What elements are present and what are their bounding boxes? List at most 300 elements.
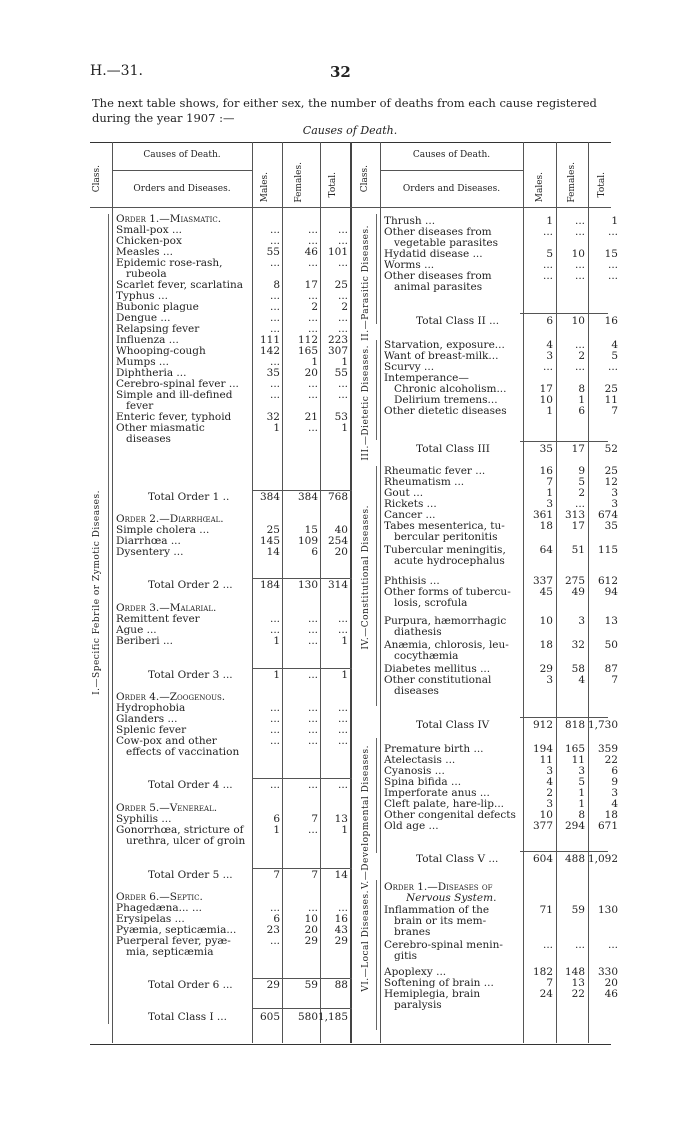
females-value: ... — [574, 226, 585, 238]
total-row — [112, 979, 348, 991]
total-value: 43 — [334, 924, 348, 936]
females-value: 21 — [304, 411, 318, 423]
cause-name: Scurvy ... — [384, 362, 435, 373]
total-value: 115 — [597, 544, 618, 556]
males-value: 17 — [539, 383, 553, 395]
cause-name: Erysipelas ... — [116, 914, 185, 925]
table-row — [112, 246, 348, 258]
females-value: 20 — [304, 924, 318, 936]
cause-name: Other forms of tubercu- — [384, 587, 511, 598]
males-value: ... — [269, 389, 280, 401]
cause-name: Total Class I ... — [148, 1012, 227, 1023]
class-label-3: III.—Dietetic Diseases. — [361, 345, 371, 461]
males-value: ... — [269, 257, 280, 269]
total-value: 13 — [604, 615, 618, 627]
class-brace — [376, 214, 377, 324]
males-value: 3 — [546, 498, 553, 510]
females-value: ... — [307, 312, 318, 324]
females-value: ... — [574, 270, 585, 282]
males-value: ... — [269, 779, 280, 791]
females-value: 6 — [578, 405, 585, 417]
table-row — [112, 312, 348, 324]
total-value: 18 — [604, 809, 618, 821]
class-label-5: V.—Developmental Diseases. — [361, 745, 371, 890]
order-heading — [380, 893, 611, 904]
total-value: 307 — [327, 345, 348, 357]
table-row — [380, 686, 611, 697]
cause-name: Total Order 3 ... — [148, 670, 233, 681]
females-value: 2 — [311, 301, 318, 313]
table-row — [380, 383, 618, 395]
header-total-2: Total. — [597, 172, 607, 198]
females-value: 1 — [578, 787, 585, 799]
males-value: 184 — [259, 579, 280, 591]
total-rule — [252, 778, 352, 779]
males-value: 1 — [546, 405, 553, 417]
table-row — [380, 939, 618, 951]
total-row — [380, 315, 618, 327]
males-value: 384 — [259, 491, 280, 503]
class-label-1: I.—Specific Febrile or Zymotic Diseases. — [92, 490, 102, 695]
table-row — [380, 556, 611, 567]
females-value: 17 — [304, 279, 318, 291]
cause-name: Want of breast-milk... — [384, 351, 499, 362]
females-value: 5 — [578, 776, 585, 788]
header-causes-2: Causes of Death. — [412, 150, 491, 160]
header-orders-2: Orders and Diseases. — [402, 184, 501, 194]
table-row — [112, 434, 320, 445]
males-value: ... — [269, 724, 280, 736]
total-value: 768 — [327, 491, 348, 503]
males-value: 35 — [266, 367, 280, 379]
cause-name: gitis — [394, 951, 418, 962]
cause-name: Other congenital defects — [384, 810, 516, 821]
total-value: ... — [607, 361, 618, 373]
cause-name: diathesis — [394, 627, 442, 638]
table-row — [112, 724, 348, 736]
females-value: 1 — [578, 798, 585, 810]
cause-name: Softening of brain ... — [384, 978, 494, 989]
cause-name: Relapsing fever — [116, 324, 200, 335]
males-value: 182 — [532, 966, 553, 978]
cause-name: Total Class V ... — [416, 854, 499, 865]
cause-name: Spina bifida ... — [384, 777, 462, 788]
females-value: ... — [307, 624, 318, 636]
females-value: 58 — [571, 663, 585, 675]
males-value: 55 — [266, 246, 280, 258]
females-value: 148 — [564, 966, 585, 978]
females-value: 109 — [297, 535, 318, 547]
table-row — [380, 405, 618, 417]
table-row — [112, 535, 348, 547]
total-row — [112, 1011, 348, 1023]
order-heading — [380, 882, 611, 893]
males-value: 8 — [273, 279, 280, 291]
cause-name: Order 4.—Zoogenous. — [116, 692, 226, 703]
females-value: 5 — [578, 476, 585, 488]
cause-name: paralysis — [394, 1000, 442, 1011]
females-value: 10 — [571, 248, 585, 260]
table-row — [380, 927, 611, 938]
females-value: ... — [574, 215, 585, 227]
total-value: 25 — [604, 465, 618, 477]
cause-name: Cyanosis ... — [384, 766, 445, 777]
females-value: 9 — [578, 465, 585, 477]
cause-name: Phthisis ... — [384, 576, 440, 587]
females-value: 1 — [578, 394, 585, 406]
males-value: ... — [269, 290, 280, 302]
table-row — [112, 747, 320, 758]
header-class: Class. — [92, 165, 102, 193]
table-row — [112, 323, 348, 335]
males-value: ... — [269, 356, 280, 368]
total-value: ... — [337, 702, 348, 714]
table-row — [112, 378, 348, 390]
table-row — [380, 598, 611, 609]
males-value: ... — [269, 735, 280, 747]
males-value: 2 — [546, 787, 553, 799]
total-value: 612 — [597, 575, 618, 587]
cause-name: Cancer ... — [384, 510, 436, 521]
cause-name: Hydrophobia — [116, 703, 186, 714]
table-row — [112, 235, 348, 247]
class-label-2: II.—Parasitic Diseases. — [361, 225, 371, 341]
total-value: ... — [337, 224, 348, 236]
table-row — [112, 813, 348, 825]
table-row — [380, 776, 618, 788]
males-value: 145 — [259, 535, 280, 547]
total-value: 1 — [341, 635, 348, 647]
total-value: 87 — [604, 663, 618, 675]
females-value: 7 — [311, 813, 318, 825]
males-value: 194 — [532, 743, 553, 755]
cause-name: Order 1.—Miasmatic. — [116, 214, 222, 225]
cause-name: Apoplexy ... — [384, 967, 447, 978]
females-value: 17 — [571, 443, 585, 455]
females-value: ... — [307, 713, 318, 725]
total-value: 14 — [334, 869, 348, 881]
cause-name: Simple cholera ... — [116, 525, 210, 536]
males-value: 25 — [266, 524, 280, 536]
cause-name: Dysentery ... — [116, 547, 184, 558]
males-value: 1 — [546, 487, 553, 499]
table-row — [112, 334, 348, 346]
females-value: 6 — [311, 546, 318, 558]
males-value: 29 — [539, 663, 553, 675]
cause-name: Other constitutional — [384, 675, 492, 686]
males-value: 14 — [266, 546, 280, 558]
total-value: ... — [337, 779, 348, 791]
table-row — [112, 824, 348, 836]
total-value: 1 — [341, 422, 348, 434]
total-value: 3 — [611, 787, 618, 799]
cause-name: Order 2.—Diarrhœal. — [116, 514, 224, 525]
cause-name: Order 1.—Diseases of — [384, 882, 493, 893]
table-row — [112, 367, 348, 379]
cause-name: Splenic fever — [116, 725, 187, 736]
cause-name: diseases — [394, 686, 439, 697]
total-value: 9 — [611, 776, 618, 788]
females-value: 11 — [571, 754, 585, 766]
males-value: ... — [269, 378, 280, 390]
cause-name: Hydatid disease ... — [384, 249, 483, 260]
order-heading — [112, 603, 320, 614]
table-row — [112, 713, 348, 725]
cause-name: Intemperance— — [384, 373, 469, 384]
males-value: ... — [269, 702, 280, 714]
header-rule — [112, 170, 252, 171]
males-value: 7 — [546, 476, 553, 488]
females-value: 59 — [571, 904, 585, 916]
females-value: ... — [307, 669, 318, 681]
cause-name: Hemiplegia, brain — [384, 989, 481, 1000]
total-row — [380, 443, 618, 455]
order-heading — [112, 892, 320, 903]
cause-name: vegetable parasites — [394, 238, 499, 249]
females-value: 112 — [297, 334, 318, 346]
cause-name: Typhus ... — [116, 291, 168, 302]
females-value: ... — [574, 361, 585, 373]
total-value: 16 — [604, 315, 618, 327]
males-value: 1 — [273, 422, 280, 434]
table-row — [112, 935, 348, 947]
males-value: ... — [269, 301, 280, 313]
males-value: 45 — [539, 586, 553, 598]
table-row — [112, 224, 348, 236]
total-value: 101 — [327, 246, 348, 258]
table-row — [112, 947, 320, 958]
total-value: 12 — [604, 476, 618, 488]
class-brace — [108, 214, 109, 1024]
table-row — [380, 651, 611, 662]
cause-name: Order 3.—Malarial. — [116, 603, 217, 614]
females-value: ... — [307, 290, 318, 302]
cause-name: Ague ... — [116, 625, 157, 636]
males-value: 142 — [259, 345, 280, 357]
header-orders: Orders and Diseases. — [133, 184, 231, 194]
total-row — [112, 669, 348, 681]
table-row — [380, 988, 618, 1000]
males-value: 1 — [273, 669, 280, 681]
cause-name: Remittent fever — [116, 614, 200, 625]
total-value: ... — [337, 724, 348, 736]
cause-name: Influenza ... — [116, 335, 179, 346]
order-heading — [112, 692, 320, 703]
table-row — [380, 532, 611, 543]
females-value: ... — [307, 635, 318, 647]
total-value: ... — [337, 624, 348, 636]
total-value: 1,092 — [587, 853, 618, 865]
cause-name: Total Order 5 ... — [148, 870, 233, 881]
females-value: 10 — [571, 315, 585, 327]
cause-name: Phagedæna... ... — [116, 903, 202, 914]
females-value: 275 — [564, 575, 585, 587]
males-value: ... — [542, 939, 553, 951]
females-value: 3 — [578, 615, 585, 627]
table-row — [380, 798, 618, 810]
cause-name: Purpura, hæmorrhagic — [384, 616, 507, 627]
total-value: 94 — [604, 586, 618, 598]
cause-name: Total Class II ... — [416, 316, 500, 327]
males-value: 3 — [546, 350, 553, 362]
cause-name: Cleft palate, hare-lip... — [384, 799, 505, 810]
total-rule — [520, 717, 608, 718]
table-row — [380, 765, 618, 777]
cause-name: Other dietetic diseases — [384, 406, 507, 417]
females-value: ... — [307, 902, 318, 914]
cause-name: Thrush ... — [384, 216, 436, 227]
table-row — [380, 270, 618, 282]
total-rule — [520, 851, 608, 852]
females-value: ... — [307, 613, 318, 625]
females-value: 7 — [311, 869, 318, 881]
page-ref: H.—31. — [90, 63, 143, 79]
total-value: 53 — [334, 411, 348, 423]
total-value: ... — [607, 270, 618, 282]
males-value: 18 — [539, 520, 553, 532]
males-value: 35 — [539, 443, 553, 455]
total-value: ... — [337, 389, 348, 401]
table-row — [112, 902, 348, 914]
males-value: 1 — [273, 635, 280, 647]
table-row — [380, 820, 618, 832]
table-row — [380, 520, 618, 532]
total-value: 674 — [597, 509, 618, 521]
females-value: 580 — [297, 1011, 318, 1023]
header-males: Males. — [260, 172, 270, 203]
males-value: 7 — [273, 869, 280, 881]
cause-name: Mumps ... — [116, 357, 169, 368]
males-value: 6 — [546, 315, 553, 327]
table-row — [380, 674, 618, 686]
males-value: ... — [269, 935, 280, 947]
table-row — [112, 524, 348, 536]
males-value: ... — [269, 235, 280, 247]
table-row — [380, 615, 618, 627]
cause-name: Chicken-pox — [116, 236, 182, 247]
table-row — [112, 279, 348, 291]
table-row — [380, 639, 618, 651]
cause-name: Order 5.—Venereal. — [116, 803, 218, 814]
cause-name: branes — [394, 927, 431, 938]
header-males-2: Males. — [535, 172, 545, 203]
cause-name: Diphtheria ... — [116, 368, 187, 379]
table-row — [112, 411, 348, 423]
page-number: 32 — [330, 63, 351, 81]
table-row — [380, 226, 618, 238]
males-value: 912 — [532, 719, 553, 731]
cause-name: Nervous System. — [406, 893, 497, 904]
males-value: 6 — [273, 813, 280, 825]
males-value: 5 — [546, 248, 553, 260]
cause-name: Rheumatism ... — [384, 477, 465, 488]
table-row — [112, 290, 348, 302]
females-value: ... — [307, 378, 318, 390]
total-value: 1,185 — [317, 1011, 348, 1023]
order-heading — [112, 803, 320, 814]
males-value: 7 — [546, 977, 553, 989]
table-row — [112, 389, 348, 401]
females-value: ... — [307, 422, 318, 434]
cause-name: Enteric fever, typhoid — [116, 412, 232, 423]
cause-name: Gout ... — [384, 488, 424, 499]
females-value: 13 — [571, 977, 585, 989]
total-value: 2 — [341, 301, 348, 313]
total-rule — [520, 313, 608, 314]
females-value: 8 — [578, 383, 585, 395]
col-rule — [350, 142, 352, 1043]
table-row — [112, 356, 348, 368]
table-row — [380, 361, 618, 373]
total-value: 46 — [604, 988, 618, 1000]
males-value: 24 — [539, 988, 553, 1000]
males-value: ... — [542, 259, 553, 271]
table-row — [112, 422, 348, 434]
total-rule — [252, 978, 352, 979]
females-value: 488 — [564, 853, 585, 865]
females-value: 17 — [571, 520, 585, 532]
total-rule — [252, 868, 352, 869]
class-brace — [376, 738, 377, 853]
males-value: ... — [269, 624, 280, 636]
cause-name: Tubercular meningitis, — [384, 545, 506, 556]
total-row — [112, 579, 348, 591]
males-value: 29 — [266, 979, 280, 991]
total-value: 3 — [611, 498, 618, 510]
males-value: 1 — [546, 215, 553, 227]
table-row — [112, 624, 348, 636]
cause-name: Diarrhœa ... — [116, 536, 181, 547]
table-row — [112, 269, 320, 280]
males-value: 3 — [546, 765, 553, 777]
females-value: 294 — [564, 820, 585, 832]
total-value: 88 — [334, 979, 348, 991]
females-value: 32 — [571, 639, 585, 651]
females-value: 165 — [564, 743, 585, 755]
table-row — [112, 924, 348, 936]
females-value: 46 — [304, 246, 318, 258]
cause-name: Measles ... — [116, 247, 173, 258]
total-value: ... — [337, 902, 348, 914]
table-row — [112, 613, 348, 625]
class-brace — [376, 340, 377, 440]
cause-name: Small-pox ... — [116, 225, 182, 236]
cause-name: Epidemic rose-rash, — [116, 258, 223, 269]
total-value: 7 — [611, 405, 618, 417]
males-value: 1 — [273, 824, 280, 836]
total-row — [112, 491, 348, 503]
males-value: 23 — [266, 924, 280, 936]
cause-name: Gonorrhœa, stricture of — [116, 825, 244, 836]
table-row — [380, 465, 618, 477]
cause-name: brain or its mem- — [394, 916, 487, 927]
total-value: 254 — [327, 535, 348, 547]
cause-name: Diabetes mellitus ... — [384, 664, 491, 675]
table-row — [380, 394, 618, 406]
cause-name: Total Class IV — [416, 720, 490, 731]
cause-name: Syphilis ... — [116, 814, 172, 825]
total-row — [112, 779, 348, 791]
cause-name: Puerperal fever, pyæ- — [116, 936, 231, 947]
total-value: ... — [337, 613, 348, 625]
total-value: ... — [337, 312, 348, 324]
males-value: 10 — [539, 615, 553, 627]
males-value: ... — [269, 224, 280, 236]
total-value: 13 — [334, 813, 348, 825]
class-label-6: VI.—Local Diseases. — [361, 890, 371, 992]
cause-name: effects of vaccination — [126, 747, 240, 758]
cause-name: diseases — [126, 434, 171, 445]
